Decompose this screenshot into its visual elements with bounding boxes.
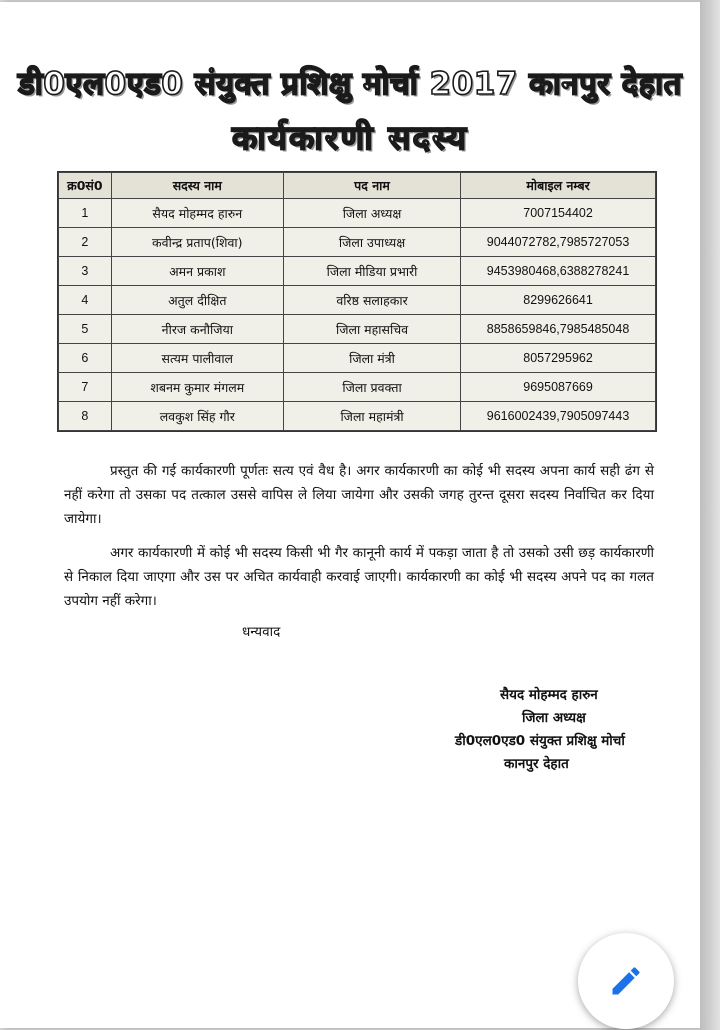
document-page: [0, 2, 700, 1028]
table-row: [59, 402, 656, 431]
table-row: [59, 315, 656, 344]
table-row: [59, 228, 656, 257]
table-row: [59, 344, 656, 373]
cell-member-name: लवकुश सिंह गौर: [111, 402, 283, 431]
cell-post: जिला मीडिया प्रभारी: [283, 257, 460, 286]
signature-block: [440, 684, 680, 776]
cell-member-name: सैयद मोहम्मद हारुन: [111, 199, 283, 228]
cell-mobile: 8858659846,7985485048: [461, 315, 656, 344]
cell-serial: 5: [59, 315, 112, 344]
cell-serial: 1: [59, 199, 112, 228]
header-member-name: सदस्य नाम: [111, 173, 283, 199]
signature-place: कानपुर देहात: [504, 756, 569, 772]
table-row: [59, 373, 656, 402]
cell-post: जिला मंत्री: [283, 344, 460, 373]
cell-mobile: 8299626641: [461, 286, 656, 315]
cell-serial: 6: [59, 344, 112, 373]
cell-member-name: अतुल दीक्षित: [111, 286, 283, 315]
cell-serial: 8: [59, 402, 112, 431]
signature-name: सैयद मोहम्मद हारुन: [500, 687, 598, 703]
cell-member-name: सत्यम पालीवाल: [111, 344, 283, 373]
paragraph-misconduct: [64, 541, 654, 613]
header-serial: क्र0सं0: [59, 173, 112, 199]
cell-serial: 7: [59, 373, 112, 402]
closing-thanks: धन्यवाद: [242, 624, 281, 640]
paragraph-misconduct-text: अगर कार्यकारणी में कोई भी सदस्य किसी भी गैर कानूनी कार्य में पकड़ा जाता है तो उसको उसी छड़ कार्यकारणी से निकाल दिया जाएगा और उस पर अचित कार्यवाही करवाई जाएगी। कार्यकारणी का कोई भी सदस्य अपने पद का गलत उपयोग नहीं करेगा।: [64, 545, 654, 609]
cell-mobile: 7007154402: [461, 199, 656, 228]
cell-serial: 3: [59, 257, 112, 286]
cell-post: जिला महामंत्री: [283, 402, 460, 431]
document-subtitle: कार्यकारणी सदस्य: [231, 118, 469, 157]
table-row: [59, 257, 656, 286]
cell-post: जिला महासचिव: [283, 315, 460, 344]
cell-member-name: अमन प्रकाश: [111, 257, 283, 286]
cell-post: वरिष्ठ सलाहकार: [283, 286, 460, 315]
paragraph-validity: [64, 459, 654, 531]
table-header-row: [59, 173, 656, 199]
cell-member-name: नीरज कनौजिया: [111, 315, 283, 344]
table-row: [59, 286, 656, 315]
cell-serial: 2: [59, 228, 112, 257]
cell-mobile: 9616002439,7905097443: [461, 402, 656, 431]
table-row: [59, 199, 656, 228]
cell-mobile: 9044072782,7985727053: [461, 228, 656, 257]
page-edge-shadow: [700, 0, 720, 1030]
document-title: डी0एल0एड0 संयुक्त प्रशिक्षु मोर्चा 2017 कानपुर देहात: [18, 66, 682, 102]
cell-post: जिला उपाध्यक्ष: [283, 228, 460, 257]
pencil-edit-icon: [608, 963, 644, 999]
header-post: पद नाम: [283, 173, 460, 199]
signature-post: जिला अध्यक्ष: [522, 710, 586, 726]
edit-fab-button[interactable]: [578, 933, 674, 1029]
cell-post: जिला प्रवक्ता: [283, 373, 460, 402]
cell-post: जिला अध्यक्ष: [283, 199, 460, 228]
cell-mobile: 9453980468,6388278241: [461, 257, 656, 286]
cell-mobile: 8057295962: [461, 344, 656, 373]
cell-mobile: 9695087669: [461, 373, 656, 402]
cell-member-name: कवीन्द्र प्रताप(शिवा): [111, 228, 283, 257]
paragraph-validity-text: प्रस्तुत की गई कार्यकारणी पूर्णतः सत्य एवं वैध है। अगर कार्यकारणी का कोई भी सदस्य अपना कार्य सही ढंग से नहीं करेगा तो उसका पद तत्काल उससे वापिस ले लिया जायेगा और उसकी जगह तुरन्त दूसरा सदस्य निर्वाचित कर दिया जायेगा।: [64, 463, 654, 527]
header-mobile: मोबाइल नम्बर: [461, 173, 656, 199]
members-table: [57, 171, 657, 432]
cell-member-name: शबनम कुमार मंगलम: [111, 373, 283, 402]
signature-organization: डी0एल0एड0 संयुक्त प्रशिक्षु मोर्चा: [455, 733, 625, 749]
cell-serial: 4: [59, 286, 112, 315]
